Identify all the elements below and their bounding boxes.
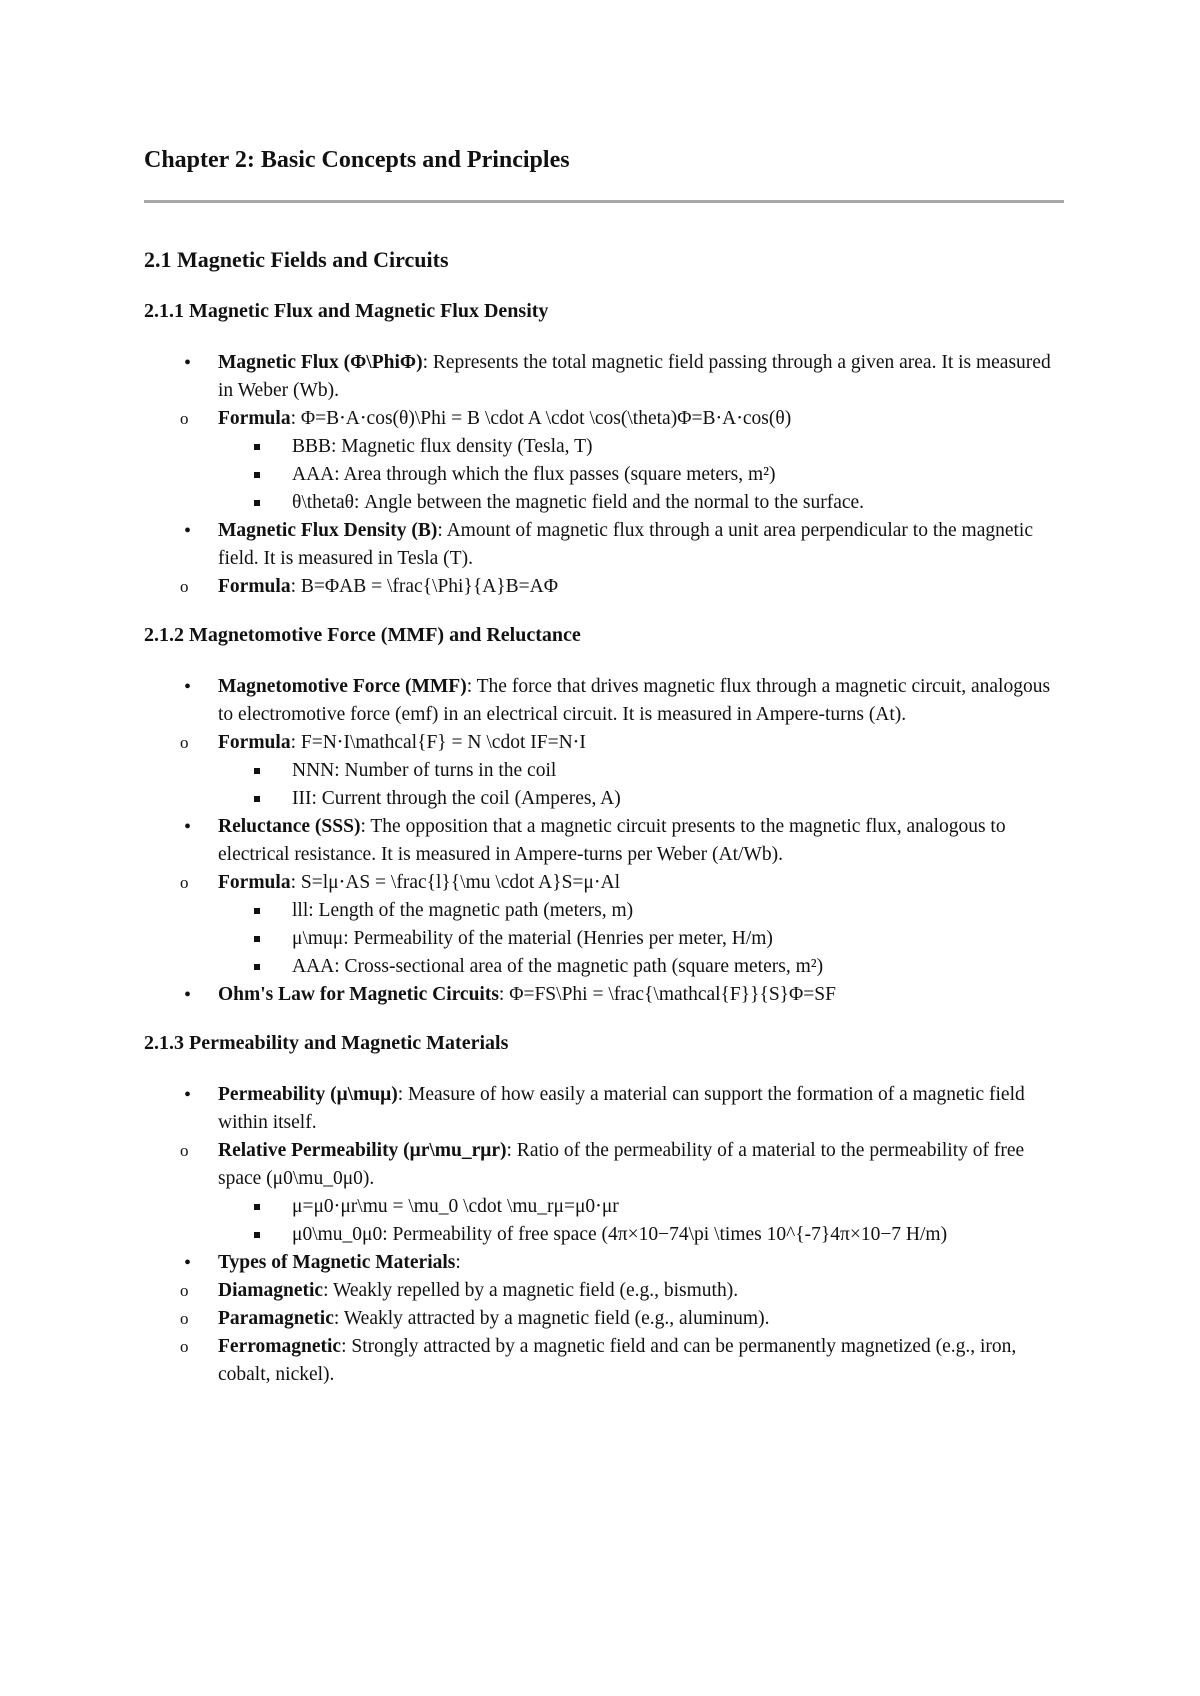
list-item: • Types of Magnetic Materials: o Diamagnetic: Weakly repelled by a magnetic field (e.g., bismuth). o Paramagnetic: Weakly attracted by a magnetic field (e.g., aluminum). o Ferromagnetic: Strongly attracted by a magnetic field and can be permanently magnetized (e.g., iron, cobalt, nickel). <box>144 1249 1064 1389</box>
list-item <box>144 981 1064 1009</box>
formula-label: Formula <box>218 408 291 429</box>
material-type-item: o Diamagnetic: Weakly repelled by a magnetic field (e.g., bismuth). <box>144 1277 1064 1305</box>
sub-bullet-marker: o <box>180 733 189 752</box>
title-divider <box>144 200 1064 203</box>
sub-bullet-marker: o <box>180 1281 189 1300</box>
term-ohms-law: Ohm's Law for Magnetic Circuits <box>218 984 499 1005</box>
formula-text: : Φ=B⋅A⋅cos(θ)\Phi = B \cdot A \cdot \cos(\theta)Φ=B⋅A⋅cos(θ) <box>290 408 792 429</box>
square-bullet-icon <box>254 444 260 450</box>
sub-bullet-marker: o <box>180 1337 189 1356</box>
sub-bullet-marker: o <box>180 577 189 596</box>
variable-item: NNN: Number of turns in the coil <box>144 757 1064 785</box>
sub-bullet-marker: o <box>180 409 189 428</box>
term-mmf: Magnetomotive Force (MMF) <box>218 676 467 697</box>
square-bullet-icon <box>254 1204 260 1210</box>
sub-list <box>144 1277 1064 1389</box>
term-ferromagnetic: Ferromagnetic <box>218 1336 342 1357</box>
term-magnetic-flux: Magnetic Flux (Φ\PhiΦ) <box>218 352 423 373</box>
formula-text: : Φ=FS\Phi = \frac{\mathcal{F}}{S}Φ=SF <box>498 984 836 1005</box>
formula-item <box>144 729 1064 757</box>
bullet-list-2-1-2 <box>144 673 1064 1009</box>
list-item <box>144 673 1064 813</box>
term-paramagnetic: Paramagnetic <box>218 1308 334 1329</box>
definition-text: : Amount of magnetic flux through a unit area perpendicular to the magnetic field. It is measured in Tesla (T). <box>218 520 1034 569</box>
formula-label: Formula <box>218 732 291 753</box>
definition-text: : The opposition that a magnetic circuit presents to the magnetic flux, analogous to electrical resistance. It is measured in Ampere-turns per Weber (At/Wb). <box>218 816 1006 865</box>
variable-item: AAA: Cross-sectional area of the magnetic path (square meters, m²) <box>144 953 1064 981</box>
variable-item: AAA: Area through which the flux passes (square meters, m²) <box>144 461 1064 489</box>
term-relative-permeability: Relative Permeability (μr\mu_rμr) <box>218 1140 507 1161</box>
term-types-of-materials: Types of Magnetic Materials <box>218 1252 456 1273</box>
definition-text: : Measure of how easily a material can support the formation of a magnetic field within itself. <box>218 1084 1025 1133</box>
formula-text: : S=lμ⋅AS = \frac{l}{\mu \cdot A}S=μ⋅Al <box>290 872 621 893</box>
formula-item <box>144 405 1064 433</box>
variable-item: θ\thetaθ: Angle between the magnetic field and the normal to the surface. <box>144 489 1064 517</box>
variable-item: III: Current through the coil (Amperes, A) <box>144 785 1064 813</box>
formula-label: Formula <box>218 872 291 893</box>
sub-list <box>144 1137 1064 1249</box>
sub-bullet-marker: o <box>180 1141 189 1160</box>
variable-item: lll: Length of the magnetic path (meters, m) <box>144 897 1064 925</box>
bullet-list-2-1-1 <box>144 349 1064 601</box>
square-bullet-icon <box>254 908 260 914</box>
formula-label: Formula <box>218 576 291 597</box>
definition-text: : Ratio of the permeability of a material to the permeability of free space (μ0\mu_0μ0). <box>218 1140 1025 1189</box>
square-bullet-icon <box>254 500 260 506</box>
chapter-title: Chapter 2: Basic Concepts and Principles <box>144 147 570 173</box>
sub-bullet-marker: o <box>180 1309 189 1328</box>
term-permeability: Permeability (μ\muμ) <box>218 1084 398 1105</box>
sub-list <box>144 729 1064 813</box>
formula-item <box>144 869 1064 897</box>
list-item <box>144 813 1064 981</box>
formula-item <box>144 573 1064 601</box>
square-bullet-icon <box>254 936 260 942</box>
section-heading: 2.1 Magnetic Fields and Circuits <box>144 247 449 272</box>
square-bullet-icon <box>254 796 260 802</box>
square-bullet-icon <box>254 768 260 774</box>
variable-item: μ=μ0⋅μr\mu = \mu_0 \cdot \mu_rμ=μ0⋅μr <box>144 1193 1064 1221</box>
variable-item: μ0\mu_0μ0: Permeability of free space (4π×10−74\pi \times 10^{-7}4π×10−7 H/m) <box>144 1221 1064 1249</box>
subsection-heading-2-1-1: 2.1.1 Magnetic Flux and Magnetic Flux Density <box>144 300 549 322</box>
square-bullet-icon <box>254 472 260 478</box>
bullet-list-2-1-3 <box>144 1081 1064 1389</box>
variable-item: BBB: Magnetic flux density (Tesla, T) <box>144 433 1064 461</box>
list-item <box>144 517 1064 601</box>
subsection-heading-2-1-2: 2.1.2 Magnetomotive Force (MMF) and Reluctance <box>144 624 581 646</box>
list-item <box>144 349 1064 517</box>
sub-list <box>144 869 1064 981</box>
sub-list <box>144 573 1064 601</box>
term-reluctance: Reluctance (SSS) <box>218 816 361 837</box>
variable-item: μ\muμ: Permeability of the material (Henries per meter, H/m) <box>144 925 1064 953</box>
square-bullet-icon <box>254 1232 260 1238</box>
term-flux-density: Magnetic Flux Density (B) <box>218 520 438 541</box>
sub-list <box>144 405 1064 517</box>
definition-text: : Represents the total magnetic field passing through a given area. It is measured in Weber (Wb). <box>218 352 1051 401</box>
sub-bullet-marker: o <box>180 873 189 892</box>
subsection-heading-2-1-3: 2.1.3 Permeability and Magnetic Materials <box>144 1032 509 1054</box>
formula-text: : B=ΦAB = \frac{\Phi}{A}B=AΦ <box>290 576 558 597</box>
definition-text: : The force that drives magnetic flux through a magnetic circuit, analogous to electromotive force (emf) in an electrical circuit. It is measured in Ampere-turns (At). <box>218 676 1051 725</box>
term-diamagnetic: Diamagnetic <box>218 1280 324 1301</box>
definition-item <box>144 1137 1064 1193</box>
list-item <box>144 1081 1064 1249</box>
formula-text: : F=N⋅I\mathcal{F} = N \cdot IF=N⋅I <box>290 732 586 753</box>
material-type-item: o Paramagnetic: Weakly attracted by a magnetic field (e.g., aluminum). <box>144 1305 1064 1333</box>
square-bullet-icon <box>254 964 260 970</box>
document-content <box>144 140 1064 1401</box>
material-type-item: o Ferromagnetic: Strongly attracted by a magnetic field and can be permanently magnetized (e.g., iron, cobalt, nickel). <box>144 1333 1064 1389</box>
